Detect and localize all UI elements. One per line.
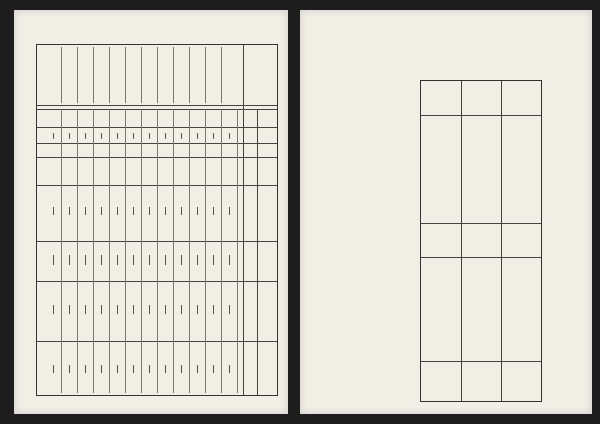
right-page (300, 10, 592, 414)
wage-table-frame (420, 80, 542, 402)
numeric-ticks (47, 115, 237, 391)
statistics-table-frame (36, 44, 278, 396)
region-name-columns (45, 47, 241, 103)
left-page (14, 10, 288, 414)
